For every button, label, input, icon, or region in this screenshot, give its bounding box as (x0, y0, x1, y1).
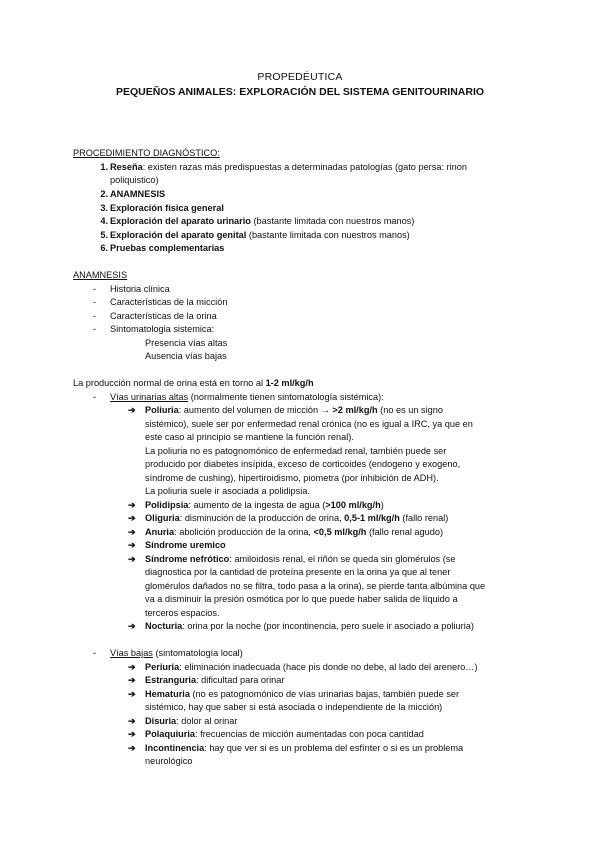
list-number: 1. (100, 162, 108, 172)
list-item (145, 728, 424, 741)
dash-bullet: - (93, 324, 97, 334)
text-line: : aumento del volumen de micción → (178, 405, 333, 415)
text-line: Síndrome nefrótico (145, 554, 230, 564)
text-line: >2 ml/kg/h (332, 405, 378, 415)
arrow-icon: ➔ (128, 540, 136, 550)
text-line: síndrome de cushing), hipertiroidismo, piometra (por inhibición de ADH). (145, 473, 439, 483)
text-line: Exploración física general (110, 203, 224, 213)
list-item (145, 512, 448, 525)
dash-bullet: - (93, 284, 97, 294)
text-line: Pruebas complementarias (110, 243, 225, 253)
text-line: La producción normal de orina está en torno al (73, 378, 266, 388)
text-line: Estranguria (145, 675, 197, 685)
list-item (145, 526, 443, 539)
text-line: Exploración del aparato genital (110, 230, 247, 240)
text-line: : dolor al orinar (176, 716, 238, 726)
text-line: : frecuencias de micción aumentadas con poca cantidad (195, 729, 424, 739)
text-line: Oliguria (145, 513, 180, 523)
text-line: : existen razas más predispuestas a determinadas patologías (gato persa: rinon (142, 162, 467, 172)
text-line: Anuria (145, 527, 175, 537)
arrow-icon: ➔ (128, 527, 136, 537)
dash-bullet: - (93, 297, 97, 307)
arrow-icon: ➔ (128, 554, 136, 564)
text-line: (sintomatología local) (152, 648, 243, 658)
text-line: terceros espacios. (145, 608, 220, 618)
text-line (110, 161, 467, 174)
course-title: PROPEDÉUTICA (257, 71, 343, 83)
text-line: Vías urinarias altas (110, 392, 189, 402)
text-line: Nocturia (145, 621, 183, 631)
text-line: : disminución de la producción de orina, (179, 513, 345, 523)
arrow-icon: ➔ (128, 743, 136, 753)
upper-tract-heading (110, 391, 384, 404)
text-line: (bastante limitada con nuestros manos) (246, 230, 410, 240)
text-line: (bastante limitada con nuestros manos) (250, 216, 415, 226)
arrow-icon: ➔ (128, 689, 136, 699)
text-line: Exploración del aparato urinario (110, 216, 251, 226)
list-item (145, 688, 459, 701)
text-line: : dificultad para orinar (196, 675, 285, 685)
text-line: neurológico (145, 756, 193, 766)
text-line: (no es un signo (377, 405, 444, 415)
text-line: Vías bajas (110, 648, 153, 658)
list-item (145, 661, 478, 674)
text-line: diagnostica por la cantidad de proteína presente en la orina ya que al tener (145, 567, 451, 577)
arrow-icon: ➔ (128, 729, 136, 739)
text-line: Incontinencia (145, 743, 205, 753)
text-line: sistémico, hay que saber si está asociada o independiente de la micción) (145, 702, 443, 712)
arrow-icon: ➔ (128, 513, 136, 523)
list-item: Sintomatologia sistemica: (110, 324, 215, 334)
list-number: 5. (100, 230, 108, 240)
text-line: ANAMNESIS (110, 189, 166, 199)
text-line: 1-2 ml/kg/h (265, 378, 314, 388)
document-title: PEQUEÑOS ANIMALES: EXPLORACIÓN DEL SISTEMA GENITOURINARIO (115, 86, 485, 98)
text-line: : amiloidosis renal, el riñón se queda sin glomérulos (se (229, 554, 456, 564)
text-line: : hay que ver si es un problema del esfínter o si es un problema (204, 743, 464, 753)
text-line: : abolición producción de la orina, (174, 527, 314, 537)
dash-bullet: - (93, 311, 97, 321)
anamnesis-heading: ANAMNESIS (73, 270, 128, 280)
text-line (110, 215, 414, 228)
production-paragraph (73, 377, 314, 390)
list-item (145, 715, 237, 728)
list-item (145, 620, 474, 633)
text-line: >100 ml/kg/h (325, 500, 381, 510)
arrow-icon: ➔ (128, 500, 136, 510)
arrow-icon: ➔ (128, 621, 136, 631)
text-line: sistémico), suele ser por enfermedad renal crónica (no es igual a IRC, ya que en (145, 419, 473, 429)
list-number: 6. (100, 243, 108, 253)
list-subitem: Ausencia vías bajas (145, 351, 227, 361)
list-item: Síndrome uremico (145, 540, 226, 550)
text-line: este caso al principio se mantiene la función renal). (145, 432, 354, 442)
text-line: (normalmente tienen sintomatología sistémica): (188, 392, 384, 402)
text-line: Reseña (110, 162, 143, 172)
text-line: <0,5 ml/kg/h (313, 527, 367, 537)
text-line: (no es patognomónico de vías urinarias bajas, también puede ser (189, 689, 460, 699)
text-line: Poliuria (145, 405, 179, 415)
list-item (145, 499, 384, 512)
text-line: 0,5-1 ml/kg/h (344, 513, 400, 523)
list-item (145, 674, 284, 687)
list-number: 4. (100, 216, 108, 226)
text-line: Polidipsia (145, 500, 189, 510)
list-number: 3. (100, 203, 108, 213)
text-line: glomérulos dañados no se filtra, todo pasa a la orina), se pierde tanta albúmina que (145, 581, 486, 591)
text-line: La poliuria suele ir asociada a polidipsia. (145, 486, 310, 496)
text-line: (fallo renal) (399, 513, 449, 523)
arrow-icon: ➔ (128, 662, 136, 672)
list-item (145, 553, 455, 566)
text-line: La poliuria no es patognomónico de enfermedad renal, también puede ser (145, 446, 447, 456)
list-item (145, 742, 463, 755)
list-item (145, 404, 443, 417)
text-line: Disuria (145, 716, 177, 726)
text-line: : orina por la noche (por incontinencia, pero suele ir asociado a poliuria) (182, 621, 474, 631)
list-item: Características de la orina (110, 311, 217, 321)
text-line: Hematuria (145, 689, 190, 699)
lower-tract-heading (110, 647, 243, 660)
text-line: va a disminuir la presión osmótica por lo que puede haber salida de líquido a (145, 594, 458, 604)
text-line: ) (380, 500, 384, 510)
text-line: (fallo renal agudo) (366, 527, 444, 537)
arrow-icon: ➔ (128, 405, 136, 415)
text-line: producido por diabetes insípida, exceso de corticoides (endogeno y exogeno, (145, 459, 461, 469)
text-line: Polaquiuria (145, 729, 196, 739)
list-number: 2. (100, 189, 108, 199)
dash-bullet: - (93, 392, 97, 402)
dash-bullet: - (93, 648, 97, 658)
text-line: Periuria (145, 662, 180, 672)
list-subitem: Presencia vías altas (145, 338, 228, 348)
arrow-icon: ➔ (128, 716, 136, 726)
text-line (110, 229, 410, 242)
arrow-icon: ➔ (128, 675, 136, 685)
list-item: Características de la micción (110, 297, 228, 307)
text-line: : eliminación inadecuada (hace pis donde no debe, al lado del arenero…) (179, 662, 478, 672)
text-line: : aumento de la ingesta de agua ( (188, 500, 326, 510)
list-item: Historia clínica (110, 284, 170, 294)
text-line: poliquistico) (110, 175, 159, 185)
proc-heading: PROCEDIMIENTO DIAGNÓSTICO: (73, 148, 220, 158)
